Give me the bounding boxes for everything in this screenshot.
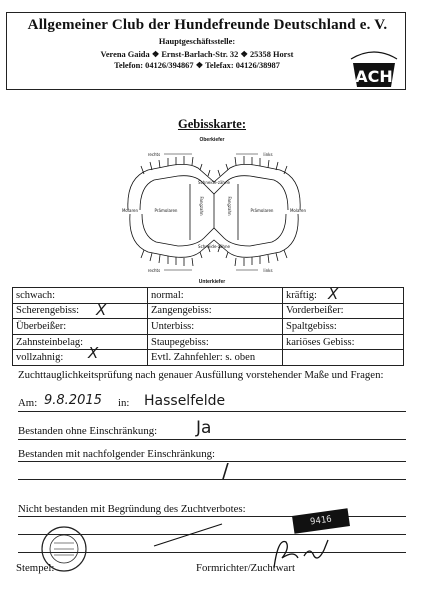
table-row (13, 350, 404, 366)
check-kraeftig: X (328, 285, 339, 303)
cell-normal: normal: (148, 288, 283, 304)
dental-chart-diagram (108, 148, 320, 274)
bite-table (12, 287, 404, 366)
line-cond-2 (18, 479, 406, 480)
stamp-label: Stempel: (16, 562, 55, 574)
office-address: Verena Gaida ❖ Ernst-Barlach-Str. 32 ❖ 25358 Horst (100, 50, 294, 59)
line-cond-1 (18, 461, 406, 462)
label-rechts-lower: rechts (147, 268, 161, 273)
label-schneidezaehne-lower: Schneide-zähne (198, 244, 230, 249)
card-title: Gebisskarte: (177, 117, 247, 131)
cell-zahnsteinbelag: Zahnsteinbelag: (13, 334, 148, 350)
cell-ueberbeisser: Überbeißer: (13, 319, 148, 335)
logo-text: ACH (355, 67, 393, 86)
cell-kraeftig: kräftig: (283, 288, 404, 304)
in-label: in: (118, 397, 130, 409)
cell-empty (283, 350, 404, 366)
line-am (18, 411, 406, 412)
id-sticker: 9416 (292, 508, 350, 534)
table-row (13, 303, 404, 319)
cell-unterbiss: Unterbiss: (148, 319, 283, 335)
in-value: Hasselfelde (144, 393, 226, 409)
cell-zahnfehler: Evtl. Zahnfehler: s. oben (148, 350, 283, 366)
exam-intro: Zuchttauglichkeitsprüfung nach genauer Ausfüllung vorstehender Maße und Fragen: (18, 369, 384, 381)
strike-line (150, 520, 230, 550)
passed-label: Bestanden ohne Einschränkung: (18, 425, 158, 437)
cell-karioeses-gebiss: kariöses Gebiss: (283, 334, 404, 350)
cell-spaltgebiss: Spaltgebiss: (283, 319, 404, 335)
label-fangzahn-left: Fangzahn (199, 196, 204, 216)
lower-jaw-label: Unterkiefer (198, 279, 226, 285)
cell-vorderbeisser: Vorderbeißer: (283, 303, 404, 319)
club-logo (345, 43, 403, 93)
passed-cond-label: Bestanden mit nachfolgender Einschränkung: (18, 448, 215, 460)
letterhead (6, 12, 406, 90)
failed-label: Nicht bestanden mit Begründung des Zuchtverbotes: (18, 503, 246, 515)
office-phone: Telefon: 04126/394867 ❖ Telefax: 04126/38987 (114, 61, 280, 70)
check-vollzahnig: X (88, 344, 99, 362)
check-scherengebiss: X (96, 301, 107, 319)
passed-cond-value: / (222, 459, 229, 483)
label-praemolaren-right: Prämolaren (250, 208, 274, 213)
cell-scherengebiss: Scherengebiss: (13, 303, 148, 319)
passed-value: Ja (196, 418, 212, 438)
judge-label: Formrichter/Zuchtwart (196, 562, 295, 574)
label-molaren-left: Molaren (121, 208, 139, 213)
table-row (13, 334, 404, 350)
am-label: Am: (18, 397, 38, 409)
club-title: Allgemeiner Club der Hundefreunde Deutschland e. V. (27, 17, 388, 33)
upper-jaw-label: Oberkiefer (199, 137, 225, 143)
label-links-upper: links (263, 152, 273, 157)
cell-schwach: schwach: (13, 288, 148, 304)
label-praemolaren-left: Prämolaren (154, 208, 178, 213)
label-molaren-right: Molaren (289, 208, 307, 213)
label-schneidezaehne-upper: Schneide-zähne (198, 180, 230, 185)
am-value: 9.8.2015 (44, 393, 102, 408)
judge-signature (268, 528, 340, 572)
table-row (13, 319, 404, 335)
cell-zangengebiss: Zangengebiss: (148, 303, 283, 319)
label-fangzahn-right: Fangzahn (227, 196, 232, 216)
office-label: Hauptgeschäftsstelle: (158, 37, 236, 46)
cell-vollzahnig: vollzahnig: (13, 350, 148, 366)
label-rechts-upper: rechts (147, 152, 161, 157)
cell-staupegebiss: Staupegebiss: (148, 334, 283, 350)
label-links-lower: links (263, 268, 273, 273)
table-row (13, 288, 404, 304)
line-passed (18, 439, 406, 440)
